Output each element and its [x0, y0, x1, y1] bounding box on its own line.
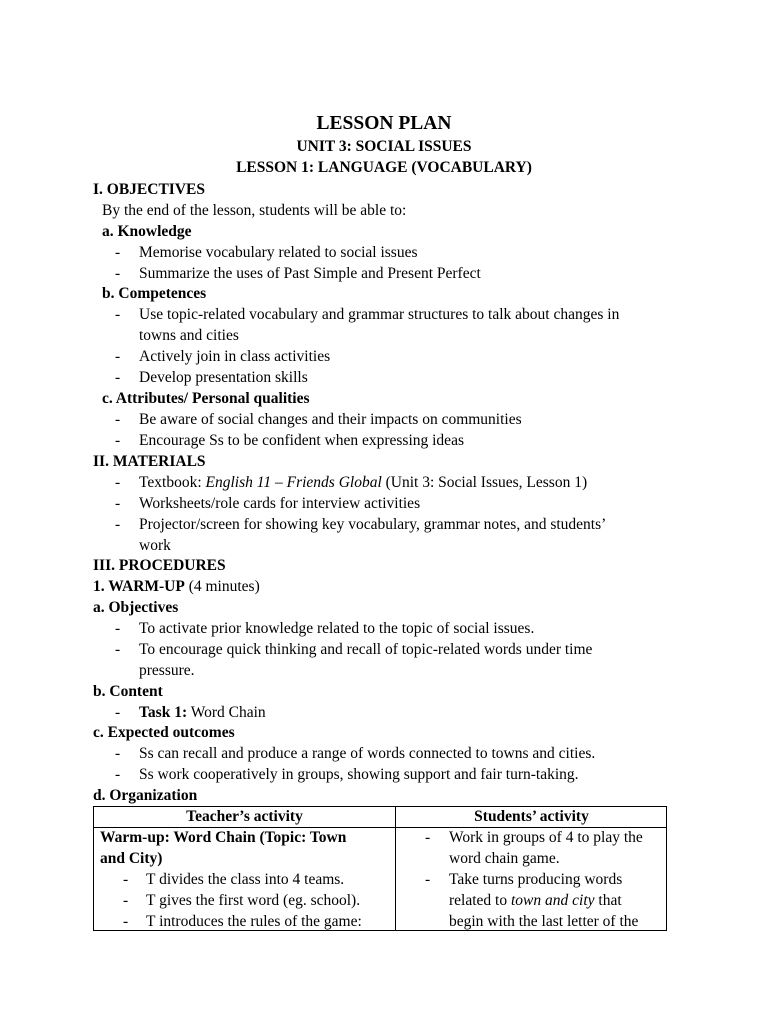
teacher-step: T divides the class into 4 teams.: [146, 871, 345, 888]
content-heading: b. Content: [93, 683, 163, 700]
warmup-objective-continued: pressure.: [139, 662, 195, 679]
students-activity-header: Students’ activity: [474, 808, 589, 825]
student-step-continued: word chain game.: [449, 850, 560, 867]
teacher-activity-title: Warm-up: Word Chain (Topic: Town: [100, 829, 347, 846]
materials-heading: II. MATERIALS: [93, 453, 206, 470]
competences-heading: b. Competences: [102, 285, 207, 302]
student-step-prefix: related to: [449, 892, 511, 909]
textbook-prefix: Textbook:: [139, 474, 206, 491]
bullet-dash: -: [123, 913, 129, 930]
organization-heading: d. Organization: [93, 787, 198, 804]
bullet-dash: -: [115, 306, 121, 323]
knowledge-item: Summarize the uses of Past Simple and Present Perfect: [139, 265, 481, 282]
bullet-dash: -: [115, 745, 121, 762]
attribute-item: Encourage Ss to be confident when expressing ideas: [139, 432, 464, 449]
organization-table: [93, 806, 667, 931]
bullet-dash: -: [115, 265, 121, 282]
student-step-topic: town and city: [510, 892, 595, 909]
knowledge-heading: a. Knowledge: [102, 223, 192, 240]
bullet-dash: -: [115, 474, 121, 491]
objectives-intro: By the end of the lesson, students will be able to:: [102, 202, 407, 219]
student-step: Work in groups of 4 to play the: [449, 829, 643, 846]
teacher-activity-title-continued: and City): [100, 850, 163, 867]
materials-item: Projector/screen for showing key vocabulary, grammar notes, and students’: [139, 516, 607, 533]
bullet-dash: -: [115, 620, 121, 637]
warmup-title: 1. WARM-UP: [93, 578, 185, 595]
competence-item: Use topic-related vocabulary and grammar structures to talk about changes in: [139, 306, 620, 323]
competence-item: Develop presentation skills: [139, 369, 308, 386]
warmup-objective: To activate prior knowledge related to the topic of social issues.: [139, 620, 535, 637]
knowledge-item: Memorise vocabulary related to social issues: [139, 244, 418, 261]
bullet-dash: -: [115, 244, 121, 261]
bullet-dash: -: [115, 495, 121, 512]
bullet-dash: -: [115, 432, 121, 449]
lesson-title: LESSON 1: LANGUAGE (VOCABULARY): [236, 159, 532, 176]
bullet-dash: -: [115, 516, 121, 533]
bullet-dash: -: [115, 348, 121, 365]
attribute-item: Be aware of social changes and their impacts on communities: [139, 411, 522, 428]
attributes-heading: c. Attributes/ Personal qualities: [102, 390, 310, 407]
materials-textbook: [139, 472, 587, 493]
task-label: Task 1:: [139, 704, 188, 721]
task-name: Word Chain: [187, 704, 266, 721]
bullet-dash: -: [115, 411, 121, 428]
bullet-dash: -: [123, 871, 129, 888]
competence-item-continued: towns and cities: [139, 327, 239, 344]
bullet-dash: -: [115, 641, 121, 658]
objectives-heading: I. OBJECTIVES: [93, 181, 205, 198]
warmup-objective: To encourage quick thinking and recall of topic-related words under time: [139, 641, 593, 658]
textbook-suffix: (Unit 3: Social Issues, Lesson 1): [381, 474, 588, 491]
teacher-step: T introduces the rules of the game:: [146, 913, 362, 930]
teacher-step: T gives the first word (eg. school).: [146, 892, 361, 909]
student-step-continued: begin with the last letter of the: [449, 913, 639, 930]
document-title: LESSON PLAN: [316, 113, 452, 134]
outcome-item: Ss can recall and produce a range of words connected to towns and cities.: [139, 745, 596, 762]
outcome-item: Ss work cooperatively in groups, showing support and fair turn-taking.: [139, 766, 579, 783]
procedures-heading: III. PROCEDURES: [93, 557, 226, 574]
bullet-dash: -: [115, 369, 121, 386]
materials-item-continued: work: [139, 537, 171, 554]
teacher-activity-header: Teacher’s activity: [186, 808, 303, 825]
student-step-suffix: that: [594, 892, 622, 909]
bullet-dash: -: [123, 892, 129, 909]
bullet-dash: -: [115, 704, 121, 721]
outcomes-heading: c. Expected outcomes: [93, 724, 235, 741]
warmup-objectives-heading: a. Objectives: [93, 599, 179, 616]
competence-item: Actively join in class activities: [139, 348, 331, 365]
student-step: Take turns producing words: [449, 871, 623, 888]
warmup-heading: [93, 576, 260, 597]
task-item: [139, 702, 266, 723]
bullet-dash: -: [425, 871, 431, 888]
bullet-dash: -: [115, 766, 121, 783]
materials-item: Worksheets/role cards for interview activities: [139, 495, 421, 512]
unit-title: UNIT 3: SOCIAL ISSUES: [296, 138, 472, 155]
student-step-continued: [449, 890, 622, 911]
textbook-title: English 11 – Friends Global: [205, 474, 382, 491]
warmup-time: (4 minutes): [184, 578, 260, 595]
bullet-dash: -: [425, 829, 431, 846]
